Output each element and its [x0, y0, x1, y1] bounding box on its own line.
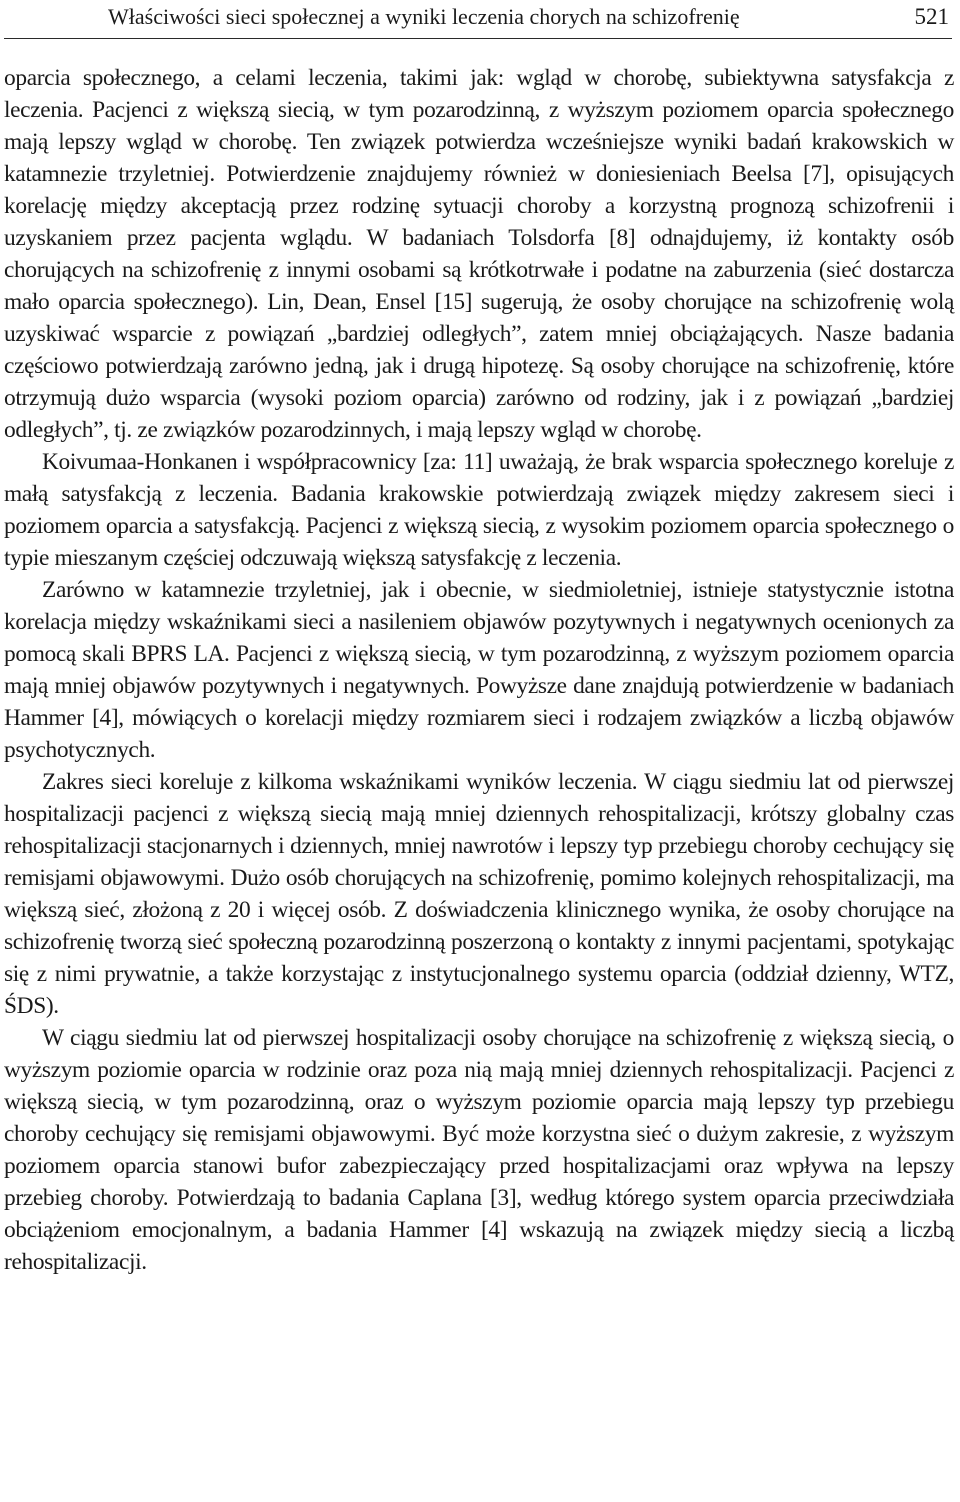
- body-text: [4, 62, 954, 1278]
- page-number: 521: [914, 4, 949, 29]
- paragraph: Koivumaa-Honkanen i współpracownicy [za: 11] uważają, że brak wsparcia społecznego koreluje z małą satysfakcją z leczenia. Badania krakowskie potwierdzają związek między zakresem sieci i poziomem oparcia a satysfakcją. Pacjenci z większą siecią, z wysokim poziomem oparcia społecznego o typie mieszanym częściej odczuwają większą satysfakcję z leczenia.: [4, 449, 954, 571]
- running-header: [4, 2, 952, 39]
- paragraph: Zakres sieci koreluje z kilkoma wskaźnikami wyników leczenia. W ciągu siedmiu lat od pierwszej hospitalizacji pacjenci z większą siecią mają mniej dziennych rehospitalizacji, krótszy globalny czas rehospitalizacji stacjonarnych i dziennych, mniej nawrotów i lepszy typ przebiegu choroby cechujący się remisjami objawowymi. Dużo osób chorujących na schizofrenię, pomimo kolejnych rehospitalizacji, ma większą sieć, złożoną z 20 i więcej osób. Z doświadczenia klinicznego wynika, że osoby chorujące na schizofrenię tworzą sieć społeczną pozarodzinną poszerzoną o kontakty z innymi pacjentami, spotykając się z nimi prywatnie, a także korzystając z instytucjonalnego systemu oparcia (oddział dzienny, WTZ, ŚDS).: [4, 769, 954, 1019]
- running-title: Właściwości sieci społecznej a wyniki leczenia chorych na schizofrenię: [108, 4, 740, 29]
- paragraph: W ciągu siedmiu lat od pierwszej hospitalizacji osoby chorujące na schizofrenię z większą siecią, o wyższym poziomie oparcia w rodzinie oraz poza nią mają mniej dziennych rehospitalizacji. Pacjenci z większą siecią, w tym pozarodzinną, oraz o wyższym poziomie oparcia mają lepszy typ przebiegu choroby cechujący się remisjami objawowymi. Być może korzystna sieć o dużym zakresie, z wyższym poziomem oparcia stanowi bufor zabezpieczający przed hospitalizacjami oraz wpływa na lepszy przebieg choroby. Potwierdzają to badania Caplana [3], według którego system oparcia przeciwdziała obciążeniom emocjonalnym, a badania Hammer [4] wskazują na związek między siecią a liczbą rehospitalizacji.: [4, 1025, 954, 1275]
- paragraph: Zarówno w katamnezie trzyletniej, jak i obecnie, w siedmioletniej, istnieje statystycznie istotna korelacja między wskaźnikami sieci a nasileniem objawów pozytywnych i negatywnych ocenionych za pomocą skali BPRS LA. Pacjenci z większą siecią, w tym pozarodzinną, z wyższym poziomem oparcia mają mniej objawów pozytywnych i negatywnych. Powyższe dane znajdują potwierdzenie w badaniach Hammer [4], mówiących o korelacji między rozmiarem sieci i rodzajem związków a liczbą objawów psychotycznych.: [4, 577, 954, 763]
- paragraph: oparcia społecznego, a celami leczenia, takimi jak: wgląd w chorobę, subiektywna satysfakcja z leczenia. Pacjenci z większą siecią, w tym pozarodzinną, z wyższym poziomem oparcia społecznego mają lepszy wgląd w chorobę. Ten związek potwierdza wcześniejsze wyniki badań krakowskich w katamnezie trzyletniej. Potwierdzenie znajdujemy również w doniesieniach Beelsa [7], opisujących korelację między akceptacją przez rodzinę sytuacji choroby a korzystną prognozą schizofrenii i uzyskaniem przez pacjenta wglądu. W badaniach Tolsdorfa [8] odnajdujemy, iż kontakty osób chorujących na schizofrenię z innymi osobami są krótkotrwałe i podatne na zaburzenia (sieć dostarcza mało oparcia społecznego). Lin, Dean, Ensel [15] sugerują, że osoby chorujące na schizofrenię wolą uzyskiwać wsparcie z powiązań „bardziej odległych”, zatem mniej obciążających. Nasze badania częściowo potwierdzają zarówno jedną, jak i drugą hipotezę. Są osoby chorujące na schizofrenię, które otrzymują dużo wsparcia (wysoki poziom oparcia) zarówno od rodziny, jak i z powiązań „bardziej odległych”, tj. ze związków pozarodzinnych, i mają lepszy wgląd w chorobę.: [4, 65, 954, 443]
